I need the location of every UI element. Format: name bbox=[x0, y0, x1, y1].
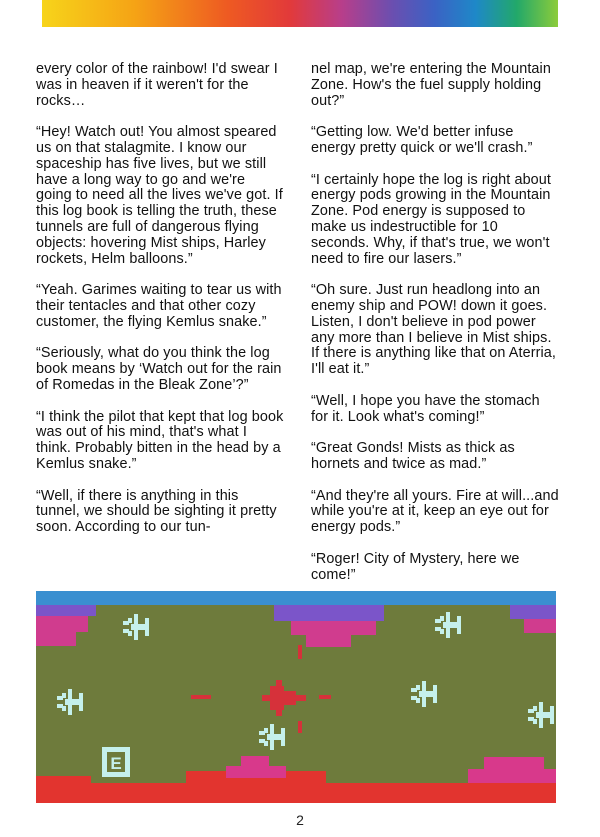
left-text-column bbox=[36, 62, 284, 552]
ceiling-band bbox=[306, 635, 351, 647]
laser bbox=[298, 721, 302, 733]
paragraph: “Well, I hope you have the stomach for it. Look what's coming!” bbox=[311, 392, 540, 425]
laser bbox=[319, 695, 331, 699]
energy-pod-letter: E bbox=[110, 754, 122, 773]
page-number: 2 bbox=[296, 812, 304, 828]
floor-band bbox=[226, 766, 286, 778]
paragraph: every color of the rainbow! I'd swear I was in heaven if it weren't for the rocks… bbox=[36, 61, 278, 109]
ceiling-band bbox=[524, 619, 556, 633]
ceiling-band bbox=[36, 632, 76, 646]
floor-band bbox=[468, 769, 556, 783]
laser bbox=[298, 645, 302, 659]
paragraph: “Hey! Watch out! You almost speared us on that stalagmite. I know our spaceship has five lives, but we still have a long way to go and we're going to need all the lives we've got. If this log book is telling the truth, these tunnels are full of dangerous flying objects: hovering Mist ships, Harley rockets, Helm balloons.” bbox=[36, 124, 283, 267]
paragraph: “Well, if there is anything in this tunnel, we should be sighting it pretty soon. According to our tun- bbox=[36, 487, 277, 536]
paragraph: “I think the pilot that kept that log book was out of his mind, that's what I think. Probably bitten in the head by a Kemlus snake.” bbox=[36, 408, 284, 472]
paragraph: “Oh sure. Just run headlong into an enemy ship and POW! down it goes. Listen, I don't believe in pod power any more than I believe in Mist ships. If there is anything like that on Aterria, I'll eat it.” bbox=[311, 282, 556, 378]
game-screenshot bbox=[36, 591, 556, 803]
floor-band bbox=[36, 776, 91, 783]
energy-pod bbox=[102, 747, 130, 777]
paragraph: “Yeah. Garimes waiting to tear us with their tentacles and that other cozy customer, the flying Kemlus snake.” bbox=[36, 282, 282, 330]
ship-part bbox=[276, 680, 282, 716]
ceiling-band bbox=[36, 591, 96, 605]
paragraph: “Seriously, what do you think the log book means by ‘Watch out for the rain of Romedas in the Bleak Zone’?” bbox=[36, 345, 282, 393]
ceiling-band bbox=[510, 605, 556, 619]
ceiling-band bbox=[291, 621, 376, 635]
laser bbox=[191, 695, 211, 699]
paragraph: nel map, we're entering the Mountain Zone. How's the fuel supply holding out?” bbox=[311, 61, 551, 109]
paragraph: “Getting low. We'd better infuse energy pretty quick or we'll crash.” bbox=[311, 124, 533, 156]
ship-part bbox=[284, 691, 296, 705]
paragraph: “Great Gonds! Mists as thick as hornets and twice as mad.” bbox=[311, 440, 515, 472]
rainbow-header-bar bbox=[42, 0, 558, 27]
right-text-column bbox=[311, 62, 559, 599]
paragraph: “And they're all yours. Fire at will...and while you're at it, keep an eye out for energy pods.” bbox=[311, 487, 559, 536]
ceiling-band bbox=[36, 616, 88, 632]
ceiling-band bbox=[251, 591, 341, 605]
floor-band bbox=[36, 783, 556, 803]
floor-band bbox=[484, 757, 544, 769]
ceiling-band bbox=[274, 605, 384, 621]
paragraph: “Roger! City of Mystery, here we come!” bbox=[311, 550, 520, 583]
paragraph: “I certainly hope the log is right about energy pods growing in the Mountain Zone. Pod energy is supposed to make us indestructible for 10 seconds. Why, if that's true, we won't need to fire our lasers.” bbox=[311, 171, 551, 267]
floor-band bbox=[241, 756, 269, 766]
